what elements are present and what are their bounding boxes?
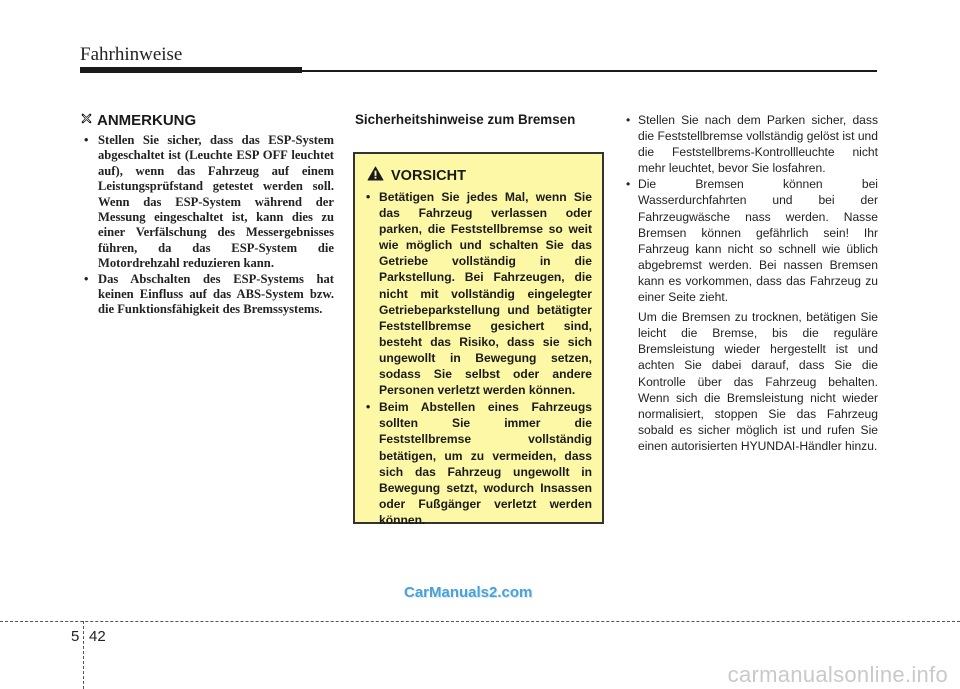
braking-item [624,176,878,454]
note-heading-label: ANMERKUNG [97,112,197,129]
caution-list [365,189,592,528]
chapter-number: 5 [71,628,80,645]
braking-item-text: Stellen Sie nach dem Parken sicher, dass die Feststellbremse vollständig gelöst ist und die Feststellbrems-Kontrollleuchte nicht mehr leuchtet, bevor Sie losfahren. [638,113,878,176]
footer-vertical-divider [83,621,84,689]
page-number: 42 [89,628,106,645]
note-heading [80,112,334,129]
caution-label: VORSICHT [391,168,466,184]
note-item: • Stellen Sie sicher, dass das ESP-System abgeschaltet ist (Leuchte ESP OFF leuchtet auf), wenn das Fahrzeug auf einem Leistungsprüfstand getestet werden soll. Wenn das ESP-System während der Messung eingeschaltet ist, kann dies zu einer Verfälschung des Messergebnisses führen, da das ESP-System die Motordrehzahl reduzieren kann. [80,133,334,272]
section-heading: Sicherheitshinweise zum Bremsen [355,112,576,127]
header-rule-thin [302,70,877,72]
braking-item [624,112,878,176]
right-column [624,112,878,454]
braking-list [624,112,878,454]
site-watermark: carmanualsonline.info [727,662,948,687]
braking-item-text: Die Bremsen können bei Wasserdurchfahrten und bei der Fahrzeugwäsche nass werden. Nasse Bremsen können gefährlich sein! Ihr Fahrzeug kann nicht so schnell wie üblich abgebremst werden. Bei nassen Bremsen kann es vorkommen, dass das Fahrzeug zu einer Seite zieht. [638,177,878,305]
caution-box [353,152,604,527]
header-rule-thick [80,67,302,73]
asterisk-cross-icon [80,112,93,129]
warning-triangle-icon [367,166,384,186]
caution-item: • Betätigen Sie jedes Mal, wenn Sie das Fahrzeug verlassen oder parken, die Feststellbremse so weit wie möglich und schalten Sie das Getriebe vollständig in die Parkstellung. Bei Fahrzeugen, die nicht mit vollständig eingelegter Getriebeparkstellung und betätigter Feststellbremse gesichert sind, besteht das Risiko, dass sie sich ungewollt in Bewegung setzen, sodass Sie selbst oder andere Personen verletzt werden können. [365,189,592,398]
page-header-title: Fahrhinweise [80,44,183,65]
note-item: • Das Abschalten des ESP-Systems hat keinen Einfluss auf das ABS-System bzw. die Funktionsfähigkeit des Bremssystems. [80,272,334,318]
caution-item: • Beim Abstellen eines Fahrzeugs sollten Sie immer die Feststellbremse vollständig betätigen, um zu vermeiden, dass sich das Fahrzeug ungewollt in Bewegung setzt, wodurch Insassen oder Fußgänger verletzt werden können. [365,399,592,528]
caution-header [367,166,592,186]
watermark-text: CarManuals2.com [404,584,533,601]
note-list [80,133,334,318]
footer-divider [0,621,960,622]
braking-item-paragraph: Um die Bremsen zu trocknen, betätigen Sie leicht die Bremse, bis die reguläre Bremsleistung wieder hergestellt ist und achten Sie dabei darauf, dass Sie die Kontrolle über das Fahrzeug behalten. Wenn sich die Bremsleistung nicht wieder normalisiert, stoppen Sie das Fahrzeug sobald es sicher möglich ist und rufen Sie einen autorisierten HYUNDAI-Händler hinzu. [638,310,878,453]
note-column [80,112,334,318]
